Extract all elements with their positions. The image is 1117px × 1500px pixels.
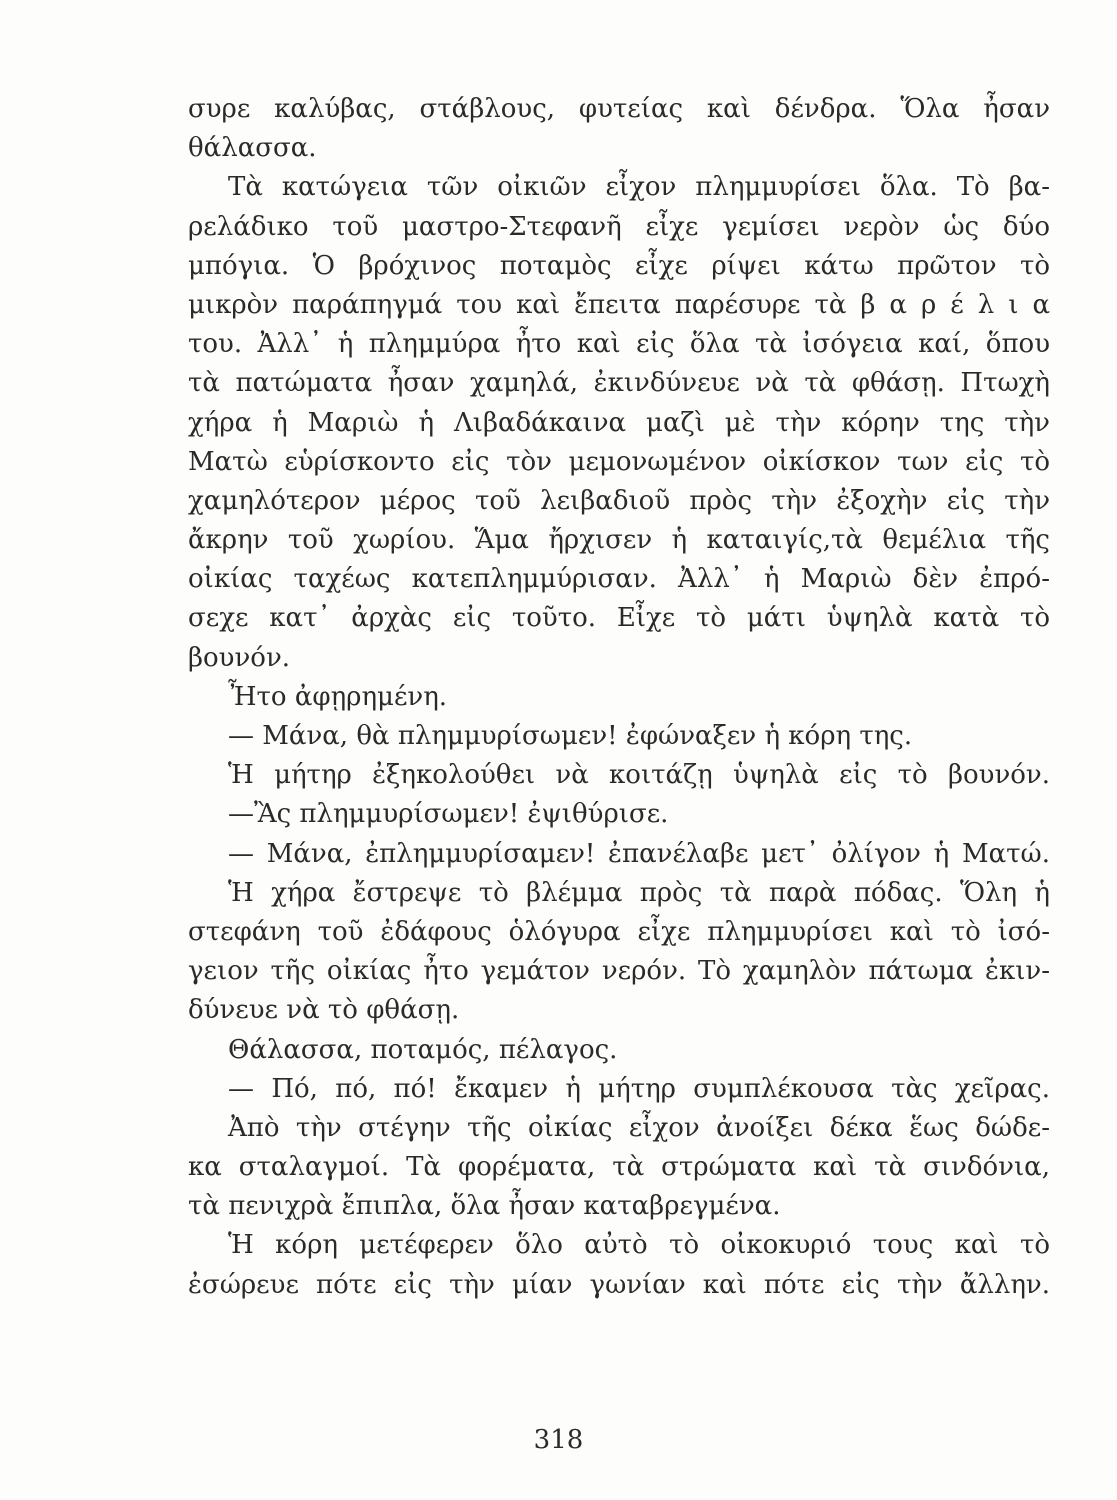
text-line: μικρὸν παράπηγμά του καὶ ἔπειτα παρέσυρε τὰ β α ρ έ λ ι α	[188, 289, 1050, 320]
text-line: σεχε κατ᾿ ἀρχὰς εἰς τοῦτο. Εἶχε τὸ μάτι ὑψηλὰ κατὰ τὸ	[188, 603, 1050, 634]
text-line: συρε καλύβας, στάβλους, φυτείας καὶ δένδρα. Ὅλα ἦσαν	[188, 94, 1050, 124]
dialogue-line: — Μάνα, θὰ πλημμυρίσωμεν! ἐφώναξεν ἡ κόρη της.	[228, 721, 913, 751]
text-line: στεφάνη τοῦ ἐδάφους ὁλόγυρα εἶχε πλημμυρίσει καὶ τὸ ἰσό-	[188, 916, 1050, 947]
text-line: Ἦτο ἀφῃρημένη.	[228, 681, 448, 712]
text-line: γειον τῆς οἰκίας ἦτο γεμάτον νερόν. Τὸ χαμηλὸν πάτωμα ἐκιν-	[188, 956, 1050, 987]
text-line: κα σταλαγμοί. Τὰ φορέματα, τὰ στρώματα καὶ τὰ σινδόνια,	[188, 1152, 1050, 1183]
body-text	[188, 90, 1050, 1305]
text-line: οἰκίας ταχέως κατεπλημμύρισαν. Ἀλλ᾿ ἡ Μαριὼ δὲν ἐπρό-	[188, 564, 1050, 595]
dialogue-line: —Ἂς πλημμυρίσωμεν! ἐψιθύρισε.	[228, 799, 669, 830]
text-line: Ἀπὸ τὴν στέγην τῆς οἰκίας εἶχον ἀνοίξει δέκα ἕως δώδε-	[228, 1112, 1050, 1143]
text-line: ἐσώρευε πότε εἰς τὴν μίαν γωνίαν καὶ πότε εἰς τὴν ἄλλην.	[188, 1269, 1050, 1300]
text-line: Ματὼ εὑρίσκοντο εἰς τὸν μεμονωμένον οἰκίσκον των εἰς τὸ	[188, 446, 1050, 477]
text-line: Τὰ κατώγεια τῶν οἰκιῶν εἶχον πλημμυρίσει ὅλα. Τὸ βα-	[228, 172, 1050, 203]
dialogue-line: — Πό, πό, πό! ἔκαμεν ἡ μήτηρ συμπλέκουσα τὰς χεῖρας.	[228, 1073, 1050, 1104]
text-line: Θάλασσα, ποταμός, πέλαγος.	[228, 1034, 618, 1065]
text-line: Ἡ κόρη μετέφερεν ὅλο αὐτὸ τὸ οἰκοκυριό τους καὶ τὸ	[228, 1230, 1050, 1261]
text-line: τὰ πενιχρὰ ἔπιπλα, ὅλα ἦσαν καταβρεγμένα.	[188, 1191, 781, 1222]
text-line: Ἡ μήτηρ ἐξηκολούθει νὰ κοιτάζῃ ὑψηλὰ εἰς τὸ βουνόν.	[228, 760, 1050, 791]
text-line: Ἡ χήρα ἔστρεψε τὸ βλέμμα πρὸς τὰ παρὰ πόδας. Ὅλη ἡ	[228, 877, 1050, 908]
text-line: χήρα ἡ Μαριὼ ἡ Λιβαδάκαινα μαζὶ μὲ τὴν κόρην της τὴν	[188, 407, 1050, 438]
text-line: ἄκρην τοῦ χωρίου. Ἅμα ἤρχισεν ἡ καταιγίς,τὰ θεμέλια τῆς	[188, 525, 1050, 556]
dialogue-line: — Μάνα, ἐπλημμυρίσαμεν! ἐπανέλαβε μετ᾿ ὀλίγον ἡ Ματώ.	[228, 838, 1050, 869]
text-line: του. Ἀλλ᾿ ἡ πλημμύρα ἦτο καὶ εἰς ὅλα τὰ ἰσόγεια καί, ὅπου	[188, 329, 1050, 360]
text-line: βουνόν.	[188, 642, 291, 673]
page-number: 318	[533, 1425, 584, 1455]
text-line: μπόγια. Ὁ βρόχινος ποταμὸς εἶχε ρίψει κάτω πρῶτον τὸ	[188, 250, 1050, 281]
text-line: χαμηλότερον μέρος τοῦ λειβαδιοῦ πρὸς τὴν ἐξοχὴν εἰς τὴν	[188, 485, 1050, 516]
text-line: θάλασσα.	[188, 133, 317, 164]
text-line: δύνευε νὰ τὸ φθάσῃ.	[188, 995, 460, 1026]
text-line: τὰ πατώματα ἦσαν χαμηλά, ἐκινδύνευε νὰ τὰ φθάσῃ. Πτωχὴ	[188, 368, 1050, 399]
text-line: ρελάδικο τοῦ μαστρο-Στεφανῆ εἶχε γεμίσει νερὸν ὡς δύο	[188, 211, 1050, 242]
